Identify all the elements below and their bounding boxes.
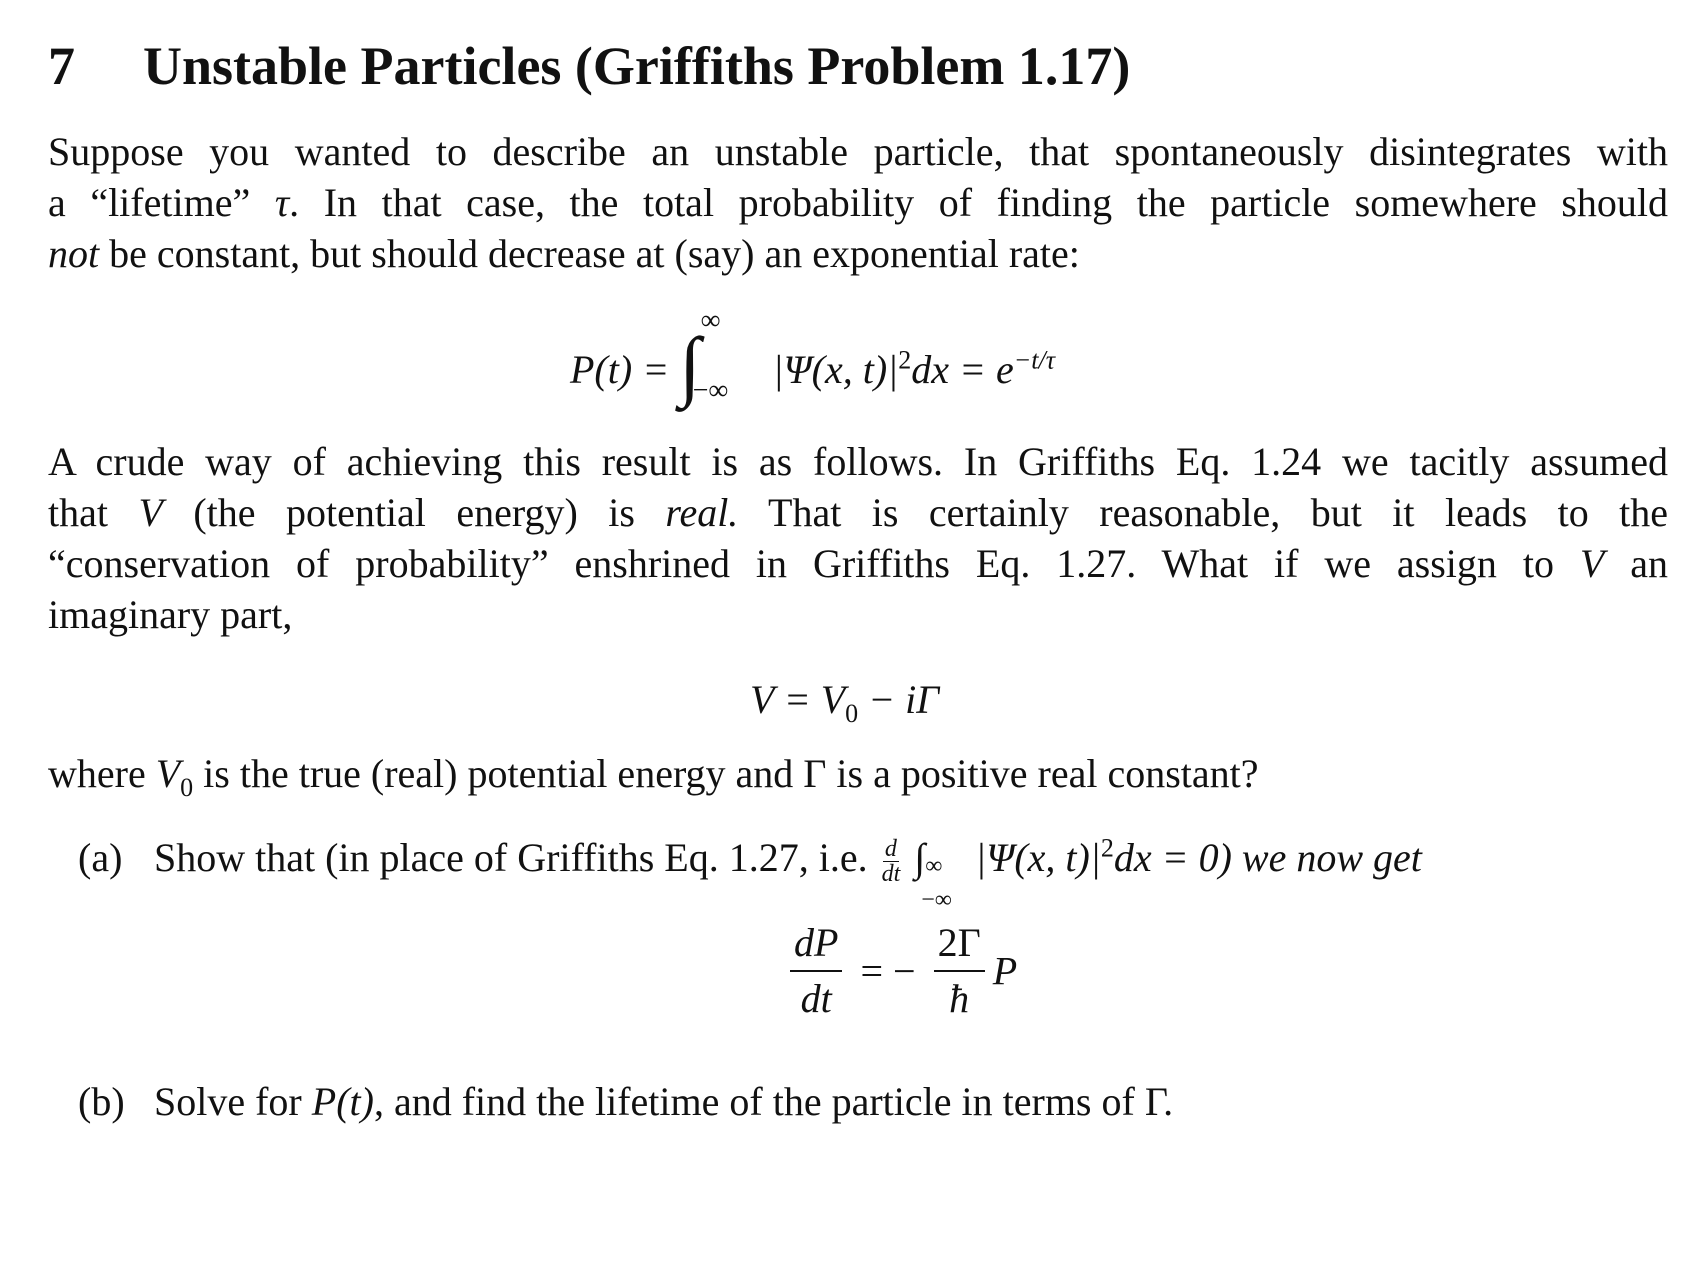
intro-paragraph — [48, 126, 1668, 279]
emphasis-not: not — [48, 231, 100, 276]
part-a-tail: dx = 0) we now get — [1113, 835, 1422, 880]
lower-limit: −∞ — [692, 375, 729, 406]
rhs-fraction — [934, 920, 985, 1022]
p3-text: where — [48, 751, 156, 796]
eq1-exponent: −t/τ — [1013, 345, 1056, 375]
problem-part-b — [78, 1076, 1173, 1127]
eq3-equals: = − — [860, 948, 916, 994]
intro-text: a “lifetime” — [48, 180, 251, 225]
equation-complex-potential — [750, 676, 939, 728]
part-a-text: Show that (in place of Griffiths Eq. 1.27, i.e. — [154, 835, 868, 880]
eq1-integrand: |Ψ(x, t)| — [772, 347, 899, 392]
problem-part-a — [78, 832, 1422, 913]
eq2-subscript: 0 — [845, 699, 859, 728]
paragraph-3 — [48, 748, 1668, 802]
part-a-power: 2 — [1100, 833, 1114, 863]
upper-limit: ∞ — [700, 305, 721, 336]
p2-text: That is certainly reasonable, but it leads to the — [738, 490, 1669, 535]
paragraph-2 — [48, 436, 1668, 640]
p2-text: “conservation of probability” enshrined in Griffiths Eq. 1.27. What if we assign to — [48, 541, 1580, 586]
p2-line-1: A crude way of achieving this result is as follows. In Griffiths Eq. 1.24 we tacitly assumed — [48, 439, 1668, 484]
frac-denominator: dt — [881, 861, 901, 888]
p2-text: an — [1604, 541, 1668, 586]
rhs-denominator: ħ — [949, 976, 970, 1021]
v-symbol: V — [138, 490, 163, 535]
p2-line-3 — [48, 538, 1668, 589]
derivative-fraction — [882, 837, 901, 886]
eq2-lhs: V = V — [750, 677, 846, 722]
p3-text: is the true (real) potential energy and Γ is a positive real constant? — [193, 751, 1259, 796]
v-symbol: V — [1579, 541, 1605, 586]
p2-text: (the potential energy) is — [162, 490, 666, 535]
part-b-text: , and find the lifetime of the particle in terms of Γ. — [373, 1079, 1174, 1124]
intro-line-1: Suppose you wanted to describe an unstable particle, that spontaneously disintegrates with — [48, 129, 1668, 174]
eq1-dx: dx — [911, 347, 949, 392]
lhs-numerator: dP — [790, 920, 842, 972]
section-number: 7 — [48, 36, 75, 96]
part-a-integrand: |Ψ(x, t)| — [975, 835, 1101, 880]
eq1-rhs: = e — [958, 347, 1014, 392]
equation-decay-rate — [782, 920, 1017, 1022]
p2-line-4: imaginary part, — [48, 592, 293, 637]
eq3-tail: P — [992, 948, 1018, 994]
v-symbol: V — [155, 751, 181, 796]
eq1-lhs: P(t) = — [570, 347, 670, 392]
part-a-label: (a) — [78, 835, 123, 880]
rhs-numerator: 2Γ — [934, 920, 985, 972]
part-b-pt: P(t) — [311, 1079, 374, 1124]
part-b-label: (b) — [78, 1079, 125, 1124]
intro-text: be constant, but should decrease at (say) an exponential rate: — [99, 231, 1080, 276]
lhs-fraction — [790, 920, 842, 1022]
p3-line — [48, 748, 1668, 802]
lhs-denominator: dt — [800, 976, 832, 1021]
equation-probability-integral — [570, 305, 1056, 408]
frac-numerator: d — [884, 836, 897, 863]
p2-line-2 — [48, 487, 1668, 538]
part-b-text: Solve for — [154, 1079, 312, 1124]
small-upper-limit: ∞ — [925, 853, 943, 879]
p2-text: that — [48, 490, 139, 535]
eq2-rest: − iΓ — [858, 677, 939, 722]
small-integral-sign: ∫ — [914, 835, 926, 880]
eq1-power: 2 — [898, 345, 912, 375]
small-lower-limit: −∞ — [921, 887, 952, 913]
v0-subscript: 0 — [180, 773, 194, 802]
emphasis-real: real. — [665, 490, 739, 535]
section-title: Unstable Particles (Griffiths Problem 1.17) — [143, 36, 1131, 96]
intro-line-2 — [48, 177, 1668, 228]
intro-line-3 — [48, 228, 1668, 279]
intro-text: . In that case, the total probability of finding the particle somewhere should — [289, 180, 1669, 225]
integral-limits — [692, 305, 763, 406]
section-heading — [48, 34, 1130, 98]
tau-symbol: τ — [274, 180, 290, 225]
integral-sign: ∫ — [679, 321, 701, 408]
